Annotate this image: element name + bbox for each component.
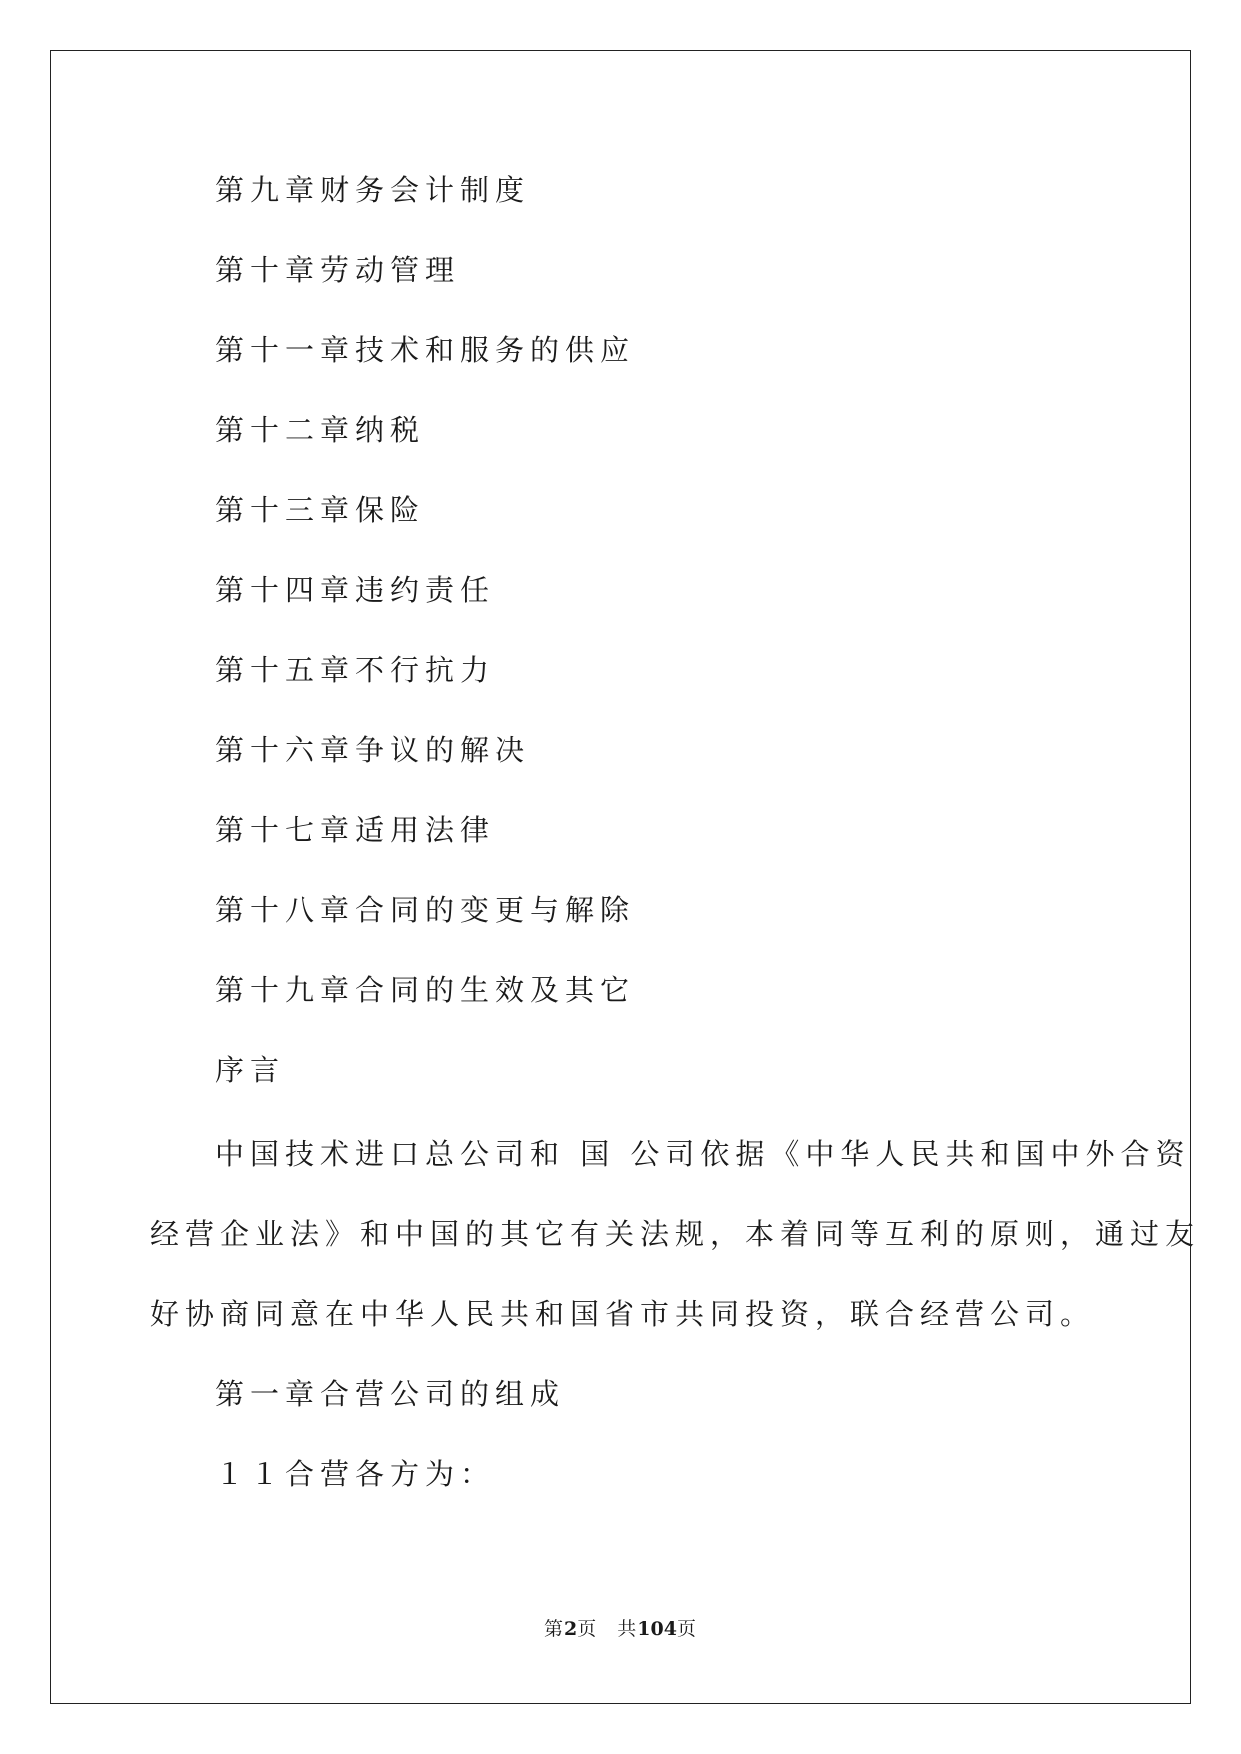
- preface-heading: 序言: [215, 1053, 286, 1087]
- footer-page-unit: 页 共: [577, 1618, 638, 1640]
- toc-chapter-12: 第十二章纳税: [215, 413, 426, 447]
- toc-chapter-17: 第十七章适用法律: [215, 813, 496, 847]
- footer-total-unit: 页: [676, 1618, 697, 1640]
- footer-total-pages: 104: [637, 1618, 677, 1640]
- chapter-one-title: 第一章合营公司的组成: [215, 1377, 566, 1411]
- toc-chapter-18: 第十八章合同的变更与解除: [215, 893, 636, 927]
- toc-chapter-13: 第十三章保险: [215, 493, 426, 527]
- footer-prefix: 第: [544, 1618, 565, 1640]
- toc-chapter-11: 第十一章技术和服务的供应: [215, 333, 636, 367]
- toc-chapter-19: 第十九章合同的生效及其它: [215, 973, 636, 1007]
- toc-chapter-10: 第十章劳动管理: [215, 253, 461, 287]
- toc-chapter-9: 第九章财务会计制度: [215, 173, 531, 207]
- toc-chapter-16: 第十六章争议的解决: [215, 733, 531, 767]
- preface-paragraph-line-1: 中国技术进口总公司和 国 公司依据《中华人民共和国中外合资: [215, 1137, 1191, 1171]
- toc-chapter-14: 第十四章违约责任: [215, 573, 496, 607]
- clause-1-1: １１合营各方为：: [215, 1457, 496, 1491]
- preface-paragraph-line-2: 经营企业法》和中国的其它有关法规，本着同等互利的原则，通过友: [150, 1217, 1201, 1251]
- toc-chapter-15: 第十五章不行抗力: [215, 653, 496, 687]
- preface-paragraph-line-3: 好协商同意在中华人民共和国省市共同投资，联合经营公司。: [150, 1297, 1096, 1331]
- footer-page-number: 2: [564, 1618, 578, 1640]
- page-footer: [0, 1614, 1241, 1641]
